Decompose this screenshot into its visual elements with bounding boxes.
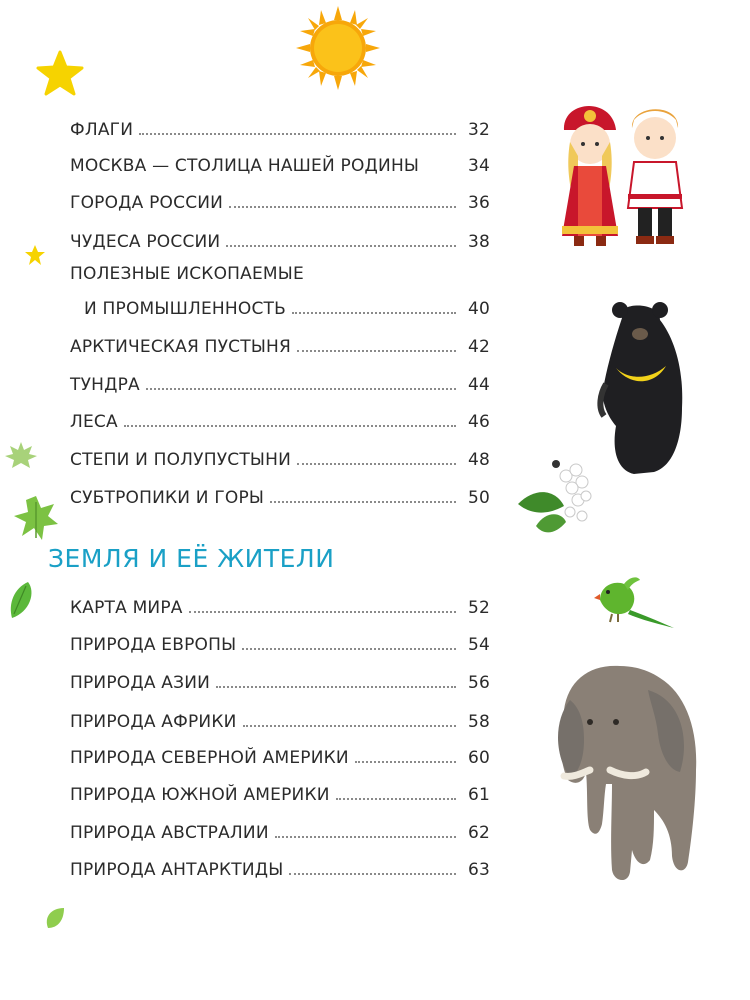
toc-entry-europe[interactable]: [70, 628, 490, 654]
toc-entry-label: ЧУДЕСА РОССИИ: [70, 232, 221, 252]
toc-entry-antarctica[interactable]: [70, 853, 490, 879]
dot-leader: [297, 350, 456, 352]
dot-leader: [243, 725, 456, 727]
flowering-branch-illustration: [516, 456, 594, 542]
dot-leader: [189, 611, 456, 613]
toc-entry-arctic-desert[interactable]: [70, 330, 490, 356]
toc-page-number: 58: [467, 712, 490, 732]
toc-entry-label: ГОРОДА РОССИИ: [70, 193, 224, 213]
dot-leader: [229, 206, 456, 208]
asiatic-black-bear-illustration: [594, 298, 688, 478]
small-star-icon: [24, 244, 46, 266]
section-title: ЗЕМЛЯ И ЕЁ ЖИТЕЛИ: [48, 544, 335, 573]
toc-entry-label: АРКТИЧЕСКАЯ ПУСТЫНЯ: [70, 337, 292, 357]
green-parrot-illustration: [590, 570, 676, 630]
toc-entry-australia[interactable]: [70, 816, 490, 842]
toc-entry-tundra[interactable]: [70, 368, 490, 394]
toc-entry-label: МОСКВА — СТОЛИЦА НАШЕЙ РОДИНЫ: [70, 156, 420, 176]
toc-entry-label: ПРИРОДА АНТАРКТИДЫ: [70, 860, 284, 880]
toc-page-number: 32: [467, 120, 490, 140]
dot-leader: [289, 873, 456, 875]
toc-entry-south-america[interactable]: [70, 778, 490, 804]
toc-entry-cities[interactable]: [70, 186, 490, 212]
maple-leaf-icon: [4, 440, 38, 470]
toc-page-number: 52: [467, 598, 490, 618]
elephant-illustration: [550, 660, 704, 890]
toc-entry-flags[interactable]: [70, 113, 490, 139]
toc-entry-minerals[interactable]: [70, 292, 490, 318]
toc-entry-steppes[interactable]: [70, 443, 490, 469]
toc-page-number: 42: [467, 337, 490, 357]
dot-leader: [336, 798, 456, 800]
toc-entry-asia[interactable]: [70, 666, 490, 692]
toc-entry-subtropics[interactable]: [70, 481, 490, 507]
star-icon: [36, 50, 84, 96]
toc-entry-world-map[interactable]: [70, 591, 490, 617]
toc-page-number: 40: [467, 299, 490, 319]
dot-leader: [226, 245, 456, 247]
toc-entry-label: ТУНДРА: [70, 375, 140, 395]
toc-page-number: 54: [467, 635, 490, 655]
toc-entry-label: ЛЕСА: [70, 412, 118, 432]
toc-entry-label: ПРИРОДА СЕВЕРНОЙ АМЕРИКИ: [70, 748, 349, 768]
dot-leader: [124, 425, 456, 427]
children-folk-costume-illustration: [556, 86, 692, 248]
toc-entry-label: ПРИРОДА ЮЖНОЙ АМЕРИКИ: [70, 785, 330, 805]
toc-entry-label: И ПРОМЫШЛЕННОСТЬ: [84, 299, 286, 319]
dot-leader: [270, 501, 456, 503]
toc-page-number: 63: [467, 860, 490, 880]
toc-entry-label: ПРИРОДА АФРИКИ: [70, 712, 237, 732]
toc-entry-moscow[interactable]: [70, 149, 490, 175]
dot-leader: [275, 836, 456, 838]
toc-entry-label: ФЛАГИ: [70, 120, 134, 140]
dot-leader: [292, 312, 456, 314]
toc-entry-label: ПРИРОДА ЕВРОПЫ: [70, 635, 237, 655]
toc-entry-label: ПРИРОДА АЗИИ: [70, 673, 211, 693]
dot-leader: [242, 648, 456, 650]
toc-page-number: 61: [467, 785, 490, 805]
toc-page-number: 34: [467, 156, 490, 176]
toc-entry-minerals-line1: ПОЛЕЗНЫЕ ИСКОПАЕМЫЕ: [70, 264, 304, 284]
toc-entry-north-america[interactable]: [70, 741, 490, 767]
toc-entry-wonders[interactable]: [70, 225, 490, 251]
toc-page-number: 44: [467, 375, 490, 395]
dot-leader: [355, 761, 456, 763]
toc-page-number: 62: [467, 823, 490, 843]
green-leaf-icon: [6, 580, 36, 620]
toc-page-number: 50: [467, 488, 490, 508]
small-leaf-icon: [44, 906, 66, 930]
dot-leader: [216, 686, 456, 688]
dot-leader: [297, 463, 456, 465]
dot-leader: [146, 388, 456, 390]
toc-page-number: 46: [467, 412, 490, 432]
sun-icon: [294, 4, 382, 92]
toc-entry-label: СТЕПИ И ПОЛУПУСТЫНИ: [70, 450, 292, 470]
toc-page-number: 60: [467, 748, 490, 768]
toc-page-number: 38: [467, 232, 490, 252]
toc-entry-forests[interactable]: [70, 405, 490, 431]
toc-page-number: 36: [467, 193, 490, 213]
toc-page-number: 48: [467, 450, 490, 470]
toc-entry-label: ПРИРОДА АВСТРАЛИИ: [70, 823, 269, 843]
toc-page-number: 56: [467, 673, 490, 693]
toc-entry-label: КАРТА МИРА: [70, 598, 183, 618]
toc-entry-label: СУБТРОПИКИ И ГОРЫ: [70, 488, 265, 508]
toc-entry-africa[interactable]: [70, 705, 490, 731]
leaf-icon: [12, 494, 60, 542]
dot-leader: [139, 133, 456, 135]
